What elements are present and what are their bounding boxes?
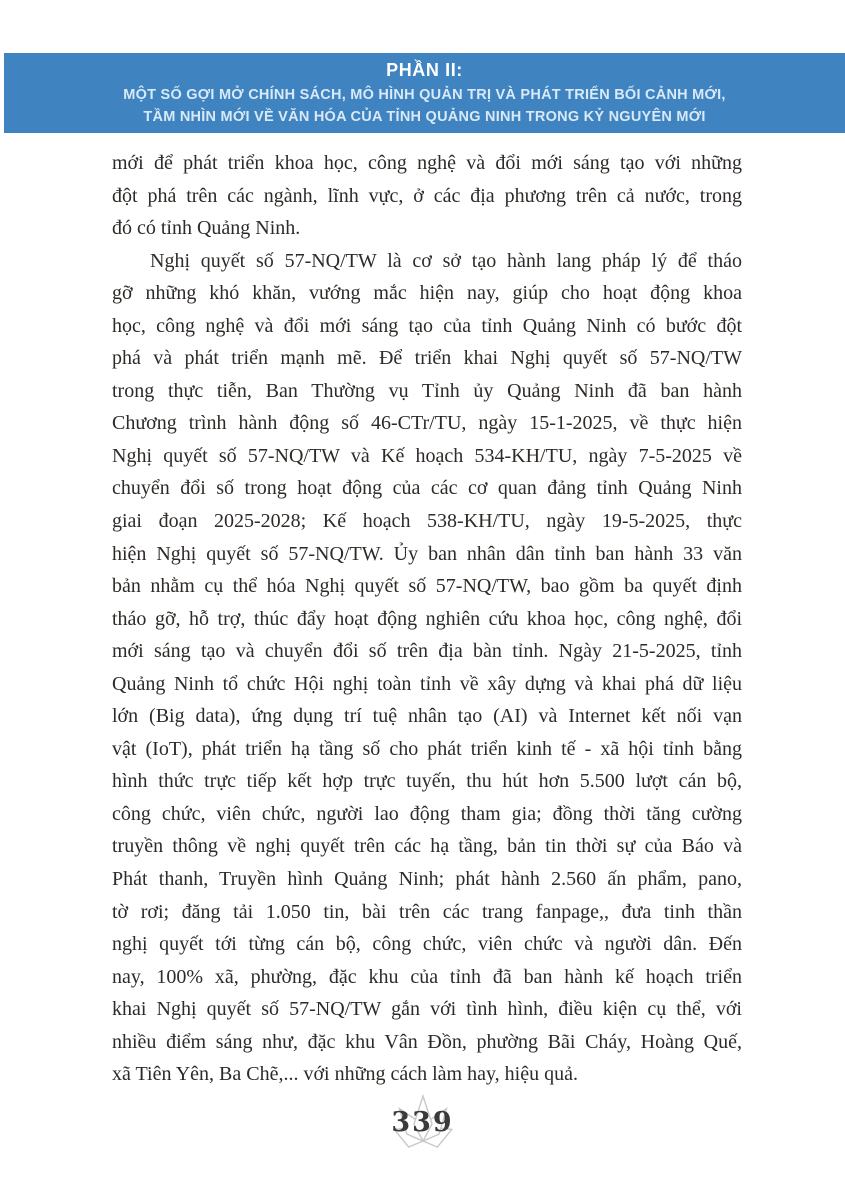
text-line: Chương trình hành động số 46-CTr/TU, ngày 15-1-2025, về thực hiện: [112, 412, 742, 435]
text-line: hình thức trực tiếp kết hợp trực tuyến, thu hút hơn 5.500 lượt cán bộ,: [112, 770, 742, 793]
text-line: gỡ những khó khăn, vướng mắc hiện nay, giúp cho hoạt động khoa: [112, 282, 742, 305]
text-line paragraph-start: Nghị quyết số 57-NQ/TW là cơ sở tạo hành lang pháp lý để tháo: [150, 249, 742, 272]
text-line: nay, 100% xã, phường, đặc khu của tỉnh đã ban hành kế hoạch triển: [112, 965, 742, 988]
text-line: trong thực tiễn, Ban Thường vụ Tỉnh ủy Quảng Ninh đã ban hành: [112, 379, 742, 402]
chapter-banner: [4, 53, 845, 133]
text-line: khai Nghị quyết số 57-NQ/TW gắn với tình hình, điều kiện cụ thể, với: [112, 998, 742, 1021]
text-line: phá và phát triển mạnh mẽ. Để triển khai Nghị quyết số 57-NQ/TW: [112, 347, 742, 370]
text-line: công chức, viên chức, người lao động tham gia; đồng thời tăng cường: [112, 802, 742, 825]
text-line: truyền thông về nghị quyết trên các hạ tầng, bản tin thời sự của Báo và: [112, 835, 742, 858]
chapter-subtitle-line1: MỘT SỐ GỢI MỞ CHÍNH SÁCH, MÔ HÌNH QUẢN TRỊ VÀ PHÁT TRIỂN BỐI CẢNH MỚI,: [123, 87, 726, 103]
text-line: Nghị quyết số 57-NQ/TW và Kế hoạch 534-KH/TU, ngày 7-5-2025 về: [112, 444, 742, 467]
text-line: tờ rơi; đăng tải 1.050 tin, bài trên các trang fanpage,, đưa tinh thần: [112, 900, 742, 923]
text-line: Quảng Ninh tổ chức Hội nghị toàn tỉnh về xây dựng và khai phá dữ liệu: [112, 672, 742, 695]
text-line: nhiều điểm sáng như, đặc khu Vân Đồn, phường Bãi Cháy, Hoàng Quế,: [112, 1030, 742, 1053]
text-line: tháo gỡ, hỗ trợ, thúc đẩy hoạt động nghiên cứu khoa học, công nghệ, đổi: [112, 607, 742, 630]
chapter-subtitle-line2: TẦM NHÌN MỚI VỀ VĂN HÓA CỦA TỈNH QUẢNG NINH TRONG KỶ NGUYÊN MỚI: [143, 109, 706, 125]
text-line: chuyển đổi số trong hoạt động của các cơ quan đảng tỉnh Quảng Ninh: [112, 477, 742, 500]
text-line: vật (IoT), phát triển hạ tầng số cho phát triển kinh tế - xã hội tỉnh bằng: [112, 737, 742, 760]
text-line: Phát thanh, Truyền hình Quảng Ninh; phát hành 2.560 ấn phẩm, pano,: [112, 868, 742, 891]
page-footer: [0, 1094, 845, 1156]
text-line: đột phá trên các ngành, lĩnh vực, ở các địa phương trên cả nước, trong: [112, 184, 742, 207]
text-line paragraph-end: đó có tỉnh Quảng Ninh.: [112, 217, 301, 240]
text-line: bản nhằm cụ thể hóa Nghị quyết số 57-NQ/TW, bao gồm ba quyết định: [112, 575, 742, 598]
text-line: mới sáng tạo và chuyển đổi số trên địa bàn tỉnh. Ngày 21-5-2025, tỉnh: [112, 640, 742, 663]
text-line: mới để phát triển khoa học, công nghệ và đổi mới sáng tạo với những: [112, 152, 742, 174]
text-line: giai đoạn 2025-2028; Kế hoạch 538-KH/TU, ngày 19-5-2025, thực: [112, 510, 742, 533]
text-line: nghị quyết tới từng cán bộ, công chức, viên chức và người dân. Đến: [112, 933, 742, 956]
text-line: học, công nghệ và đổi mới sáng tạo của tỉnh Quảng Ninh có bước đột: [112, 314, 742, 337]
chapter-part-label: PHẦN II:: [386, 60, 463, 80]
body-text: [112, 147, 742, 1091]
text-line: hiện Nghị quyết số 57-NQ/TW. Ủy ban nhân dân tỉnh ban hành 33 văn: [112, 542, 742, 565]
text-line: lớn (Big data), ứng dụng trí tuệ nhân tạo (AI) và Internet kết nối vạn: [112, 705, 742, 728]
page-number: 339: [391, 1107, 454, 1138]
text-line paragraph-end: xã Tiên Yên, Ba Chẽ,... với những cách làm hay, hiệu quả.: [112, 1063, 578, 1086]
